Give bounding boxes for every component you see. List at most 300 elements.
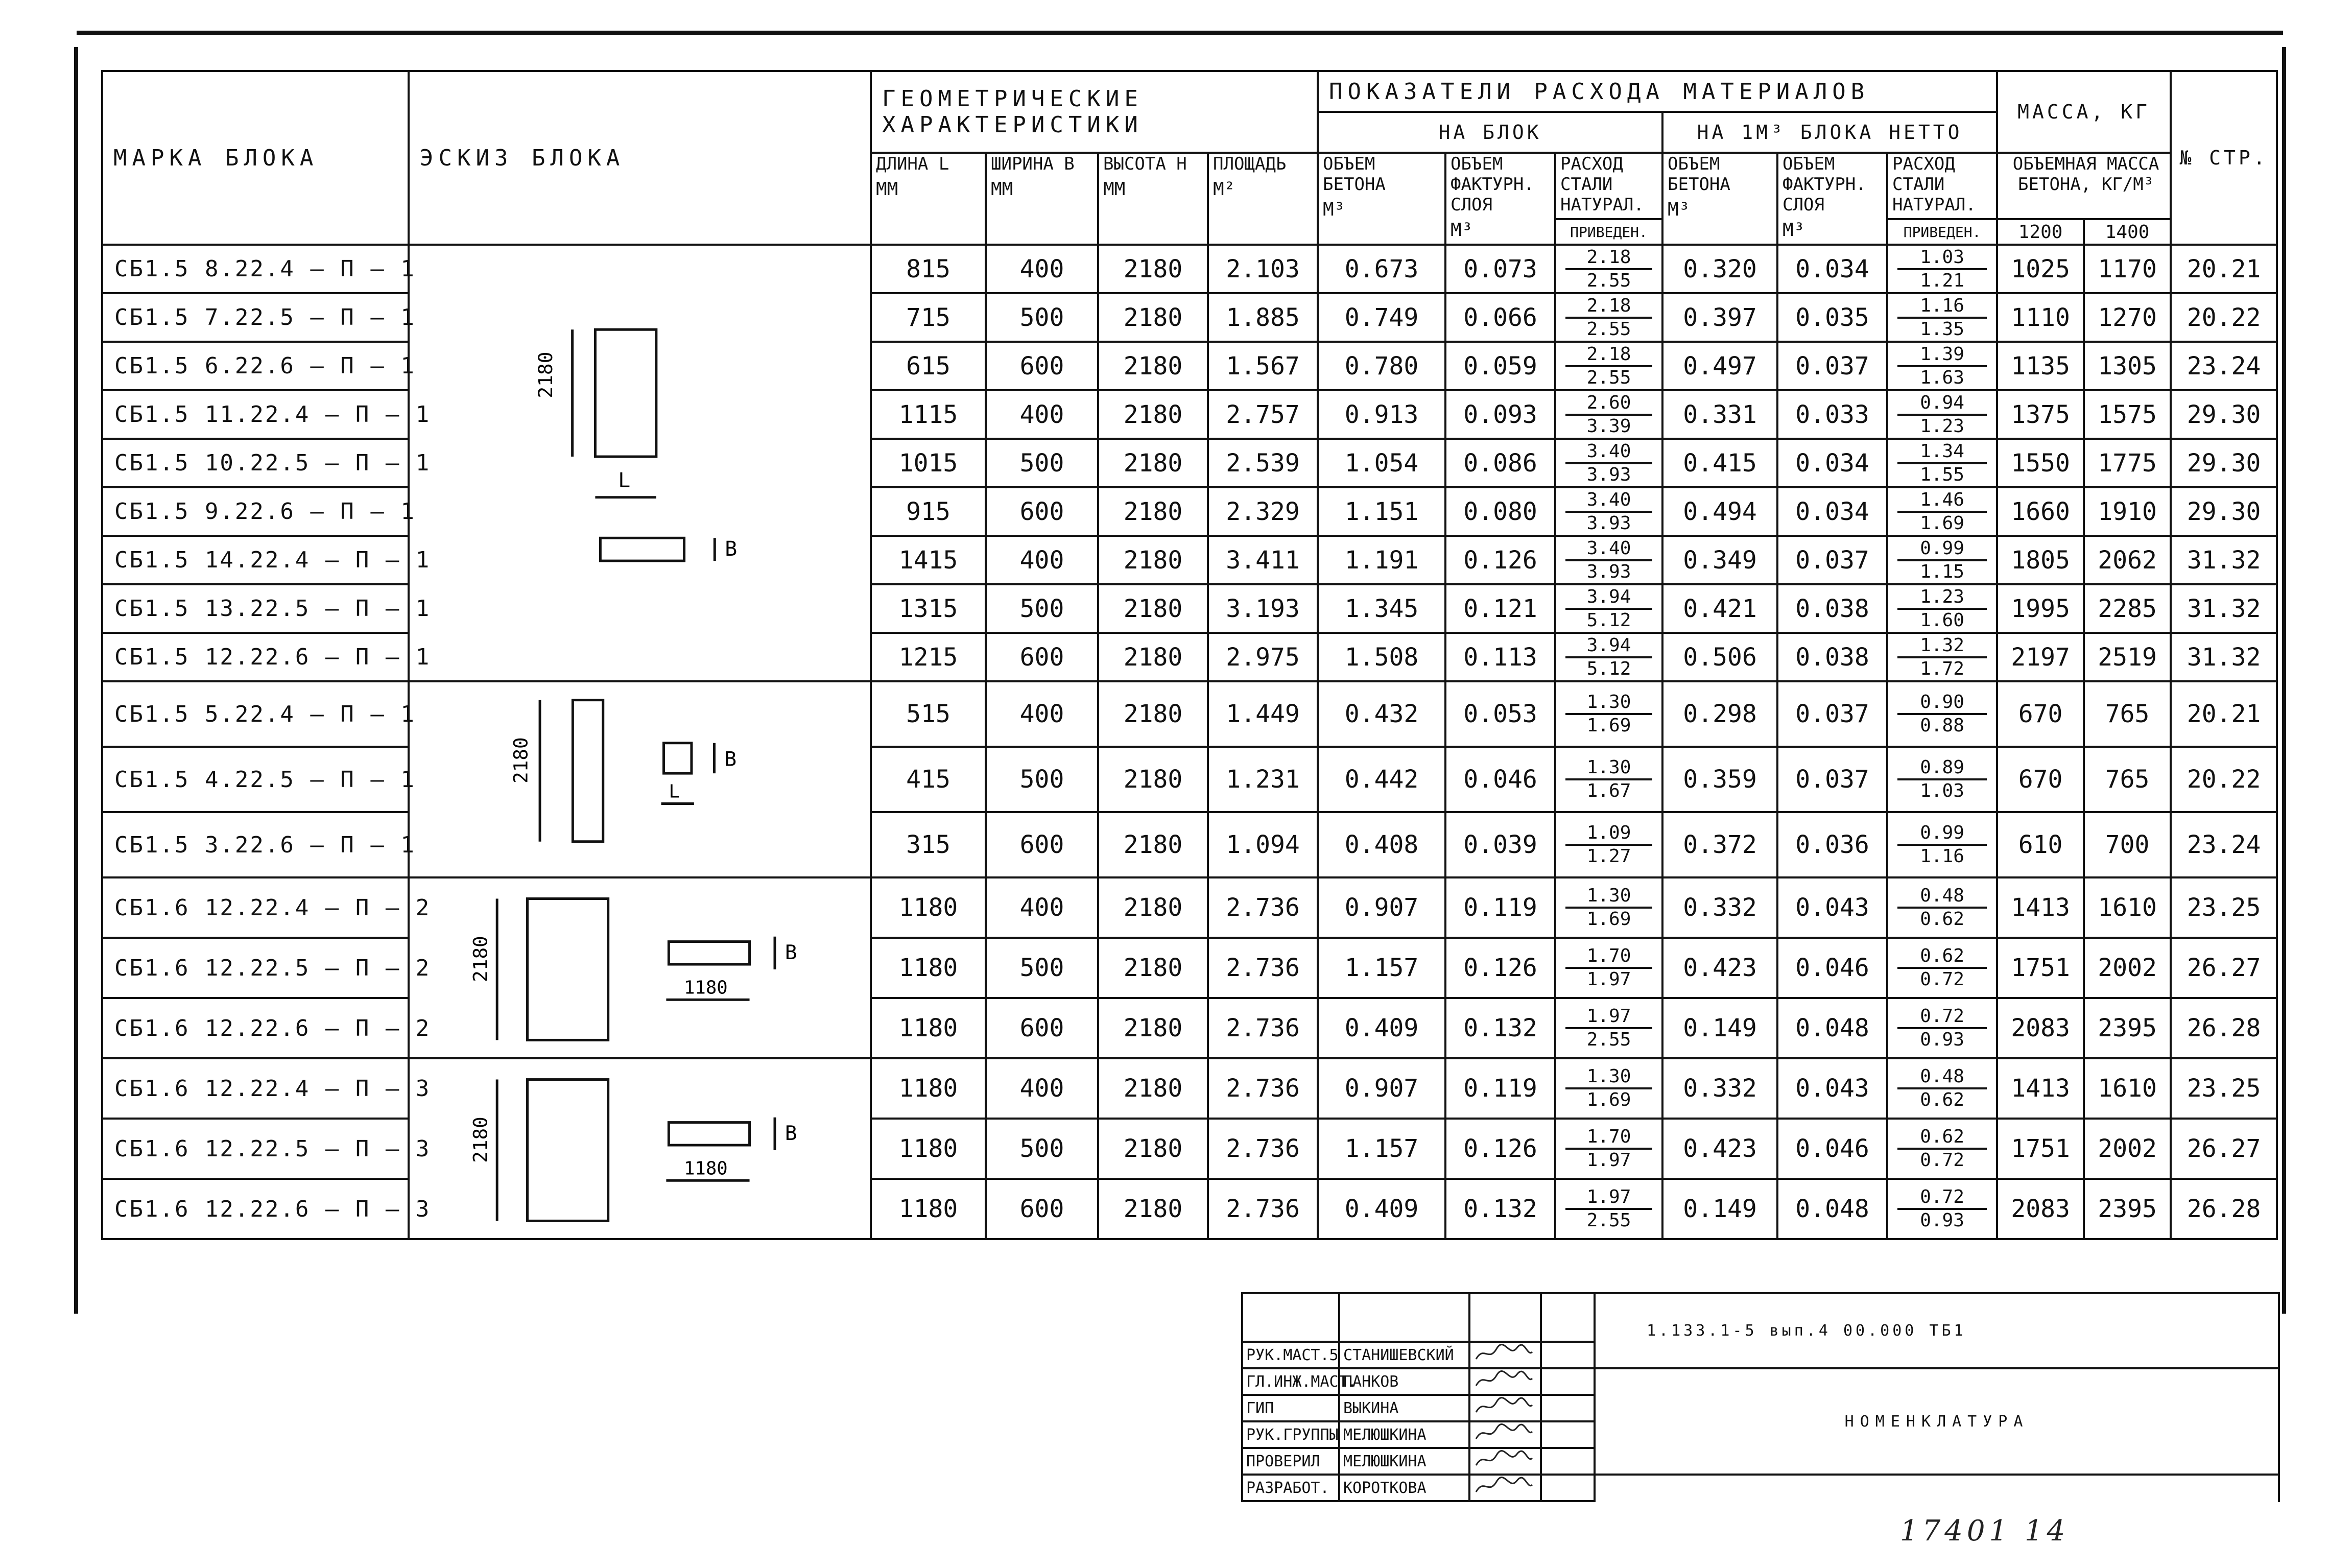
- steel-reduced: 5.12: [1586, 609, 1631, 631]
- steel-m3-reduced: 1.72: [1920, 658, 1964, 679]
- steel-consumption-m3: [1887, 633, 1997, 681]
- cell-vf: 0.132: [1445, 1179, 1555, 1239]
- cell-vf2: 0.034: [1777, 439, 1887, 487]
- cell-h: 2180: [1098, 439, 1208, 487]
- cell-l: 615: [871, 342, 986, 390]
- cell-m2: 1270: [2084, 293, 2171, 342]
- steel-m3-natural: 0.62: [1897, 1126, 1987, 1150]
- cell-vf: 0.126: [1445, 1119, 1555, 1179]
- block-mark: СБ1.5 7.22.5 – П – 1: [102, 293, 409, 342]
- sketch-drawing: [410, 682, 870, 876]
- stamp-date: [1541, 1421, 1595, 1448]
- steel-consumption: [1555, 1058, 1662, 1119]
- steel-m3-header: РАСХОД СТАЛИ НАТУРАЛ.: [1887, 153, 1997, 219]
- cell-vf: 0.119: [1445, 1058, 1555, 1119]
- height-dim-label: 2180: [469, 936, 492, 982]
- stamp-empty-d: [1541, 1293, 1595, 1342]
- cell-vc: 0.780: [1318, 342, 1445, 390]
- cell-m1: 1995: [1997, 584, 2084, 633]
- block-mark: СБ1.5 3.22.6 – П – 1: [102, 812, 409, 877]
- cell-m1: 2083: [1997, 998, 2084, 1058]
- height-dim-label: 2180: [534, 351, 557, 398]
- cell-m1: 1660: [1997, 487, 2084, 536]
- cell-area: 2.736: [1208, 938, 1318, 998]
- steel-m3-natural: 1.39: [1897, 344, 1987, 367]
- cell-b: 600: [986, 633, 1098, 681]
- length-dim-label: L: [618, 468, 631, 492]
- cell-m2: 1910: [2084, 487, 2171, 536]
- cell-vc2: 0.320: [1662, 245, 1777, 293]
- cell-vf: 0.126: [1445, 938, 1555, 998]
- cell-vf: 0.066: [1445, 293, 1555, 342]
- cell-vc2: 0.497: [1662, 342, 1777, 390]
- steel-natural: 2.60: [1565, 392, 1652, 416]
- document-code: 1.133.1-5 вып.4 00.000 ТБ1: [1595, 1293, 2279, 1368]
- block-mark: СБ1.5 4.22.5 – П – 1: [102, 747, 409, 812]
- cell-vf2: 0.043: [1777, 1058, 1887, 1119]
- stamp-role: ПРОВЕРИЛ: [1242, 1448, 1339, 1475]
- cell-b: 500: [986, 747, 1098, 812]
- signature-mark: [1474, 1476, 1535, 1496]
- block-mark: СБ1.6 12.22.4 – П – 3: [102, 1058, 409, 1119]
- cell-m1: 610: [1997, 812, 2084, 877]
- steel-reduced: 1.97: [1586, 969, 1631, 990]
- cell-vc2: 0.415: [1662, 439, 1777, 487]
- cell-area: 1.449: [1208, 681, 1318, 747]
- cell-vc2: 0.423: [1662, 938, 1777, 998]
- cell-vf2: 0.037: [1777, 536, 1887, 584]
- cell-vc: 1.508: [1318, 633, 1445, 681]
- steel-m3-reduced: 1.23: [1920, 415, 1964, 437]
- steel-m3-natural: 1.23: [1897, 586, 1987, 610]
- steel-m3-natural: 0.89: [1897, 757, 1987, 780]
- cell-pg: 26.28: [2171, 998, 2277, 1058]
- cell-h: 2180: [1098, 487, 1208, 536]
- cell-m2: 2285: [2084, 584, 2171, 633]
- cell-area: 2.329: [1208, 487, 1318, 536]
- steel-consumption-m3: [1887, 342, 1997, 390]
- steel-reduced: 2.55: [1586, 318, 1631, 340]
- steel-consumption: [1555, 998, 1662, 1058]
- cell-vc2: 0.149: [1662, 998, 1777, 1058]
- cell-b: 400: [986, 1058, 1098, 1119]
- cell-vf2: 0.043: [1777, 877, 1887, 938]
- cell-b: 600: [986, 487, 1098, 536]
- title-block: [1241, 1292, 2280, 1502]
- stamp-role: ГИП: [1242, 1395, 1339, 1421]
- steel-consumption: [1555, 938, 1662, 998]
- steel-reduced: 2.55: [1586, 270, 1631, 291]
- steel-reduced: 2.55: [1586, 1029, 1631, 1050]
- cell-pg: 23.24: [2171, 812, 2277, 877]
- steel-m3-reduced: 0.72: [1920, 969, 1964, 990]
- cell-vf2: 0.048: [1777, 998, 1887, 1058]
- area-header: ПЛОЩАДЬ М²: [1208, 153, 1318, 245]
- cell-m1: 1110: [1997, 293, 2084, 342]
- length-dim-label: 1180: [684, 977, 728, 999]
- steel-consumption-m3: [1887, 245, 1997, 293]
- cell-m1: 2197: [1997, 633, 2084, 681]
- stamp-empty-a: [1242, 1293, 1339, 1342]
- steel-m3-natural: 0.62: [1897, 945, 1987, 969]
- cell-b: 500: [986, 938, 1098, 998]
- cell-b: 500: [986, 439, 1098, 487]
- cell-area: 2.736: [1208, 1179, 1318, 1239]
- cell-pg: 20.22: [2171, 747, 2277, 812]
- cell-vf2: 0.034: [1777, 245, 1887, 293]
- steel-consumption-m3: [1887, 293, 1997, 342]
- cell-pg: 20.21: [2171, 681, 2277, 747]
- steel-consumption: [1555, 342, 1662, 390]
- stamp-name: ПАНКОВ: [1339, 1368, 1469, 1395]
- steel-m3-reduced: 0.72: [1920, 1150, 1964, 1171]
- steel-m3-reduced: 0.62: [1920, 1089, 1964, 1110]
- cell-m1: 2083: [1997, 1179, 2084, 1239]
- steel-natural: 1.30: [1565, 692, 1652, 715]
- steel-consumption: [1555, 245, 1662, 293]
- cell-vc: 0.432: [1318, 681, 1445, 747]
- steel-m3-reduced: 1.16: [1920, 846, 1964, 867]
- steel-consumption-m3: [1887, 938, 1997, 998]
- cell-b: 400: [986, 536, 1098, 584]
- steel-natural: 3.40: [1565, 489, 1652, 513]
- cell-vf: 0.093: [1445, 390, 1555, 439]
- cell-vf2: 0.033: [1777, 390, 1887, 439]
- signature: [1469, 1342, 1541, 1368]
- sketch-drawing: [410, 246, 870, 680]
- steel-consumption-m3: [1887, 877, 1997, 938]
- cell-l: 1180: [871, 938, 986, 998]
- steel-m3-natural: 1.03: [1897, 247, 1987, 270]
- cell-vf: 0.132: [1445, 998, 1555, 1058]
- steel-m3-natural: 1.16: [1897, 295, 1987, 319]
- steel-consumption-m3: [1887, 439, 1997, 487]
- cell-l: 1180: [871, 998, 986, 1058]
- block-sketch: [409, 681, 871, 877]
- cell-vc: 0.749: [1318, 293, 1445, 342]
- col-sketch-header: ЭСКИЗ БЛОКА: [409, 71, 871, 245]
- cell-pg: 26.28: [2171, 1179, 2277, 1239]
- steel-reduced: 2.55: [1586, 367, 1631, 388]
- block-mark: СБ1.5 10.22.5 – П – 1: [102, 439, 409, 487]
- cell-pg: 29.30: [2171, 390, 2277, 439]
- steel-m3-natural: 1.32: [1897, 635, 1987, 658]
- cell-area: 1.885: [1208, 293, 1318, 342]
- block-mark: СБ1.6 12.22.4 – П – 2: [102, 877, 409, 938]
- block-elevation: [595, 329, 656, 457]
- steel-m3-reduced: 1.69: [1920, 512, 1964, 534]
- block-mark: СБ1.5 9.22.6 – П – 1: [102, 487, 409, 536]
- nomenclature-table: [101, 70, 2278, 1240]
- stamp-name: МЕЛЮШКИНА: [1339, 1421, 1469, 1448]
- sketch-drawing: [410, 878, 870, 1057]
- cell-b: 400: [986, 245, 1098, 293]
- cell-b: 400: [986, 390, 1098, 439]
- table-row: [102, 681, 2277, 747]
- cell-l: 1115: [871, 390, 986, 439]
- cell-vf: 0.039: [1445, 812, 1555, 877]
- cell-h: 2180: [1098, 1058, 1208, 1119]
- steel-reduced: 3.93: [1586, 464, 1631, 485]
- cell-vc2: 0.298: [1662, 681, 1777, 747]
- height-header: ВЫСОТА Н ММ: [1098, 153, 1208, 245]
- cell-vf: 0.046: [1445, 747, 1555, 812]
- cell-vf2: 0.035: [1777, 293, 1887, 342]
- length-header: ДЛИНА L ММ: [871, 153, 986, 245]
- cell-vc: 1.157: [1318, 1119, 1445, 1179]
- steel-natural: 1.30: [1565, 1066, 1652, 1089]
- width-dim-label: B: [724, 747, 737, 771]
- steel-consumption-m3: [1887, 584, 1997, 633]
- cell-m2: 1305: [2084, 342, 2171, 390]
- density-1400-header: 1400: [2084, 219, 2171, 245]
- steel-consumption-m3: [1887, 747, 1997, 812]
- cell-vc2: 0.397: [1662, 293, 1777, 342]
- signature-mark: [1474, 1422, 1535, 1443]
- block-elevation: [528, 1080, 608, 1221]
- steel-natural: 3.94: [1565, 635, 1652, 658]
- cell-vf: 0.119: [1445, 877, 1555, 938]
- steel-m3-reduced: 1.60: [1920, 609, 1964, 631]
- cell-m2: 2519: [2084, 633, 2171, 681]
- steel-natural: 3.40: [1565, 441, 1652, 464]
- cell-b: 600: [986, 1179, 1098, 1239]
- steel-m3-natural: 1.46: [1897, 489, 1987, 513]
- steel-reduced: 3.39: [1586, 415, 1631, 437]
- block-mark: СБ1.5 5.22.4 – П – 1: [102, 681, 409, 747]
- block-sketch: [409, 877, 871, 1058]
- steel-consumption-m3: [1887, 681, 1997, 747]
- steel-consumption: [1555, 584, 1662, 633]
- cell-m2: 700: [2084, 812, 2171, 877]
- cell-vf2: 0.038: [1777, 633, 1887, 681]
- cell-vc2: 0.332: [1662, 877, 1777, 938]
- stamp-date: [1541, 1342, 1595, 1368]
- steel-m3-natural: 0.72: [1897, 1186, 1987, 1210]
- steel-reduced: 1.69: [1586, 715, 1631, 736]
- cell-m1: 1413: [1997, 1058, 2084, 1119]
- cell-m1: 1135: [1997, 342, 2084, 390]
- steel-natural: 2.18: [1565, 295, 1652, 319]
- cell-b: 500: [986, 1119, 1098, 1179]
- steel-consumption: [1555, 536, 1662, 584]
- cell-area: 2.736: [1208, 998, 1318, 1058]
- steel-reduced: 3.93: [1586, 512, 1631, 534]
- cell-h: 2180: [1098, 681, 1208, 747]
- steel-consumption: [1555, 439, 1662, 487]
- width-dim-label: B: [785, 1122, 797, 1146]
- cell-pg: 31.32: [2171, 536, 2277, 584]
- cell-pg: 29.30: [2171, 439, 2277, 487]
- cell-vf2: 0.037: [1777, 747, 1887, 812]
- block-mark: СБ1.5 14.22.4 – П – 1: [102, 536, 409, 584]
- cell-vf: 0.113: [1445, 633, 1555, 681]
- cell-h: 2180: [1098, 293, 1208, 342]
- width-header: ШИРИНА В ММ: [986, 153, 1098, 245]
- cell-vf: 0.073: [1445, 245, 1555, 293]
- signature-mark: [1474, 1343, 1535, 1363]
- steel-natural: 1.97: [1565, 1186, 1652, 1210]
- cell-vf: 0.086: [1445, 439, 1555, 487]
- cell-vc: 0.442: [1318, 747, 1445, 812]
- cell-vc: 0.913: [1318, 390, 1445, 439]
- cell-l: 1180: [871, 877, 986, 938]
- cell-m2: 765: [2084, 681, 2171, 747]
- page-no-header: № СТР.: [2171, 71, 2277, 245]
- cell-m1: 1550: [1997, 439, 2084, 487]
- cell-vc2: 0.423: [1662, 1119, 1777, 1179]
- cell-vc: 0.409: [1318, 998, 1445, 1058]
- stamp-role: РУК.МАСТ.5: [1242, 1342, 1339, 1368]
- cell-l: 1415: [871, 536, 986, 584]
- cell-b: 400: [986, 877, 1098, 938]
- signature-mark: [1474, 1396, 1535, 1416]
- cell-h: 2180: [1098, 390, 1208, 439]
- steel-m3-reduced: 1.55: [1920, 464, 1964, 485]
- steel-m3-natural: 1.34: [1897, 441, 1987, 464]
- cell-l: 415: [871, 747, 986, 812]
- cell-b: 500: [986, 584, 1098, 633]
- cell-pg: 23.25: [2171, 1058, 2277, 1119]
- cell-vc2: 0.421: [1662, 584, 1777, 633]
- cell-m2: 1775: [2084, 439, 2171, 487]
- length-dim-label: 1180: [684, 1158, 728, 1179]
- block-sketch: [409, 1058, 871, 1239]
- signature-mark: [1474, 1369, 1535, 1390]
- cell-m2: 1610: [2084, 877, 2171, 938]
- steel-reduced: 5.12: [1586, 658, 1631, 679]
- steel-consumption-m3: [1887, 1179, 1997, 1239]
- cell-m2: 1610: [2084, 1058, 2171, 1119]
- cell-vf: 0.059: [1445, 342, 1555, 390]
- sketch-drawing: [410, 1059, 870, 1238]
- cell-m1: 670: [1997, 747, 2084, 812]
- stamp-role: РАЗРАБОТ.: [1242, 1475, 1339, 1501]
- width-dim-label: B: [725, 537, 738, 561]
- cell-vc2: 0.359: [1662, 747, 1777, 812]
- cell-pg: 23.24: [2171, 342, 2277, 390]
- steel-consumption-m3: [1887, 536, 1997, 584]
- steel-consumption: [1555, 747, 1662, 812]
- cell-b: 600: [986, 812, 1098, 877]
- cell-area: 2.975: [1208, 633, 1318, 681]
- steel-consumption: [1555, 812, 1662, 877]
- steel-natural: 3.94: [1565, 586, 1652, 610]
- table-row: [102, 877, 2277, 938]
- height-dim-label: 2180: [469, 1116, 492, 1163]
- block-elevation: [573, 700, 603, 842]
- cell-vc: 0.409: [1318, 1179, 1445, 1239]
- signature: [1469, 1395, 1541, 1421]
- cell-area: 1.231: [1208, 747, 1318, 812]
- cell-l: 1315: [871, 584, 986, 633]
- steel-m3-natural: 0.99: [1897, 538, 1987, 561]
- cell-area: 2.736: [1208, 1058, 1318, 1119]
- steel-consumption: [1555, 1119, 1662, 1179]
- materials-header: ПОКАЗАТЕЛИ РАСХОДА МАТЕРИАЛОВ: [1318, 71, 1997, 112]
- cell-vc2: 0.349: [1662, 536, 1777, 584]
- cell-b: 600: [986, 342, 1098, 390]
- stamp-date: [1541, 1448, 1595, 1475]
- steel-consumption-m3: [1887, 812, 1997, 877]
- signature: [1469, 1475, 1541, 1501]
- stamp-date: [1541, 1475, 1595, 1501]
- concrete-volume-m3-header: ОБЪЕМ БЕТОНА М³: [1662, 153, 1777, 245]
- block-mark: СБ1.6 12.22.5 – П – 3: [102, 1119, 409, 1179]
- steel-m3-reduced: 1.35: [1920, 318, 1964, 340]
- cell-area: 2.539: [1208, 439, 1318, 487]
- cell-m1: 1025: [1997, 245, 2084, 293]
- cell-l: 515: [871, 681, 986, 747]
- cell-h: 2180: [1098, 1179, 1208, 1239]
- facing-volume-header: ОБЪЕМ ФАКТУРН. СЛОЯ М³: [1445, 153, 1555, 245]
- steel-m3-natural: 0.99: [1897, 822, 1987, 846]
- stamp-name: МЕЛЮШКИНА: [1339, 1448, 1469, 1475]
- block-elevation: [528, 899, 608, 1040]
- cell-area: 1.567: [1208, 342, 1318, 390]
- cell-vf2: 0.036: [1777, 812, 1887, 877]
- cell-pg: 26.27: [2171, 1119, 2277, 1179]
- cell-vf2: 0.034: [1777, 487, 1887, 536]
- cell-l: 715: [871, 293, 986, 342]
- stamp-name: ВЫКИНА: [1339, 1395, 1469, 1421]
- cell-h: 2180: [1098, 342, 1208, 390]
- stamp-name: СТАНИШЕВСКИЙ: [1339, 1342, 1469, 1368]
- cell-m2: 2002: [2084, 1119, 2171, 1179]
- block-plan: [600, 538, 684, 561]
- steel-consumption: [1555, 293, 1662, 342]
- steel-m3-natural: 0.72: [1897, 1006, 1987, 1029]
- steel-natural: 1.70: [1565, 1126, 1652, 1150]
- cell-m2: 2395: [2084, 1179, 2171, 1239]
- cell-vf2: 0.038: [1777, 584, 1887, 633]
- block-mark: СБ1.5 13.22.5 – П – 1: [102, 584, 409, 633]
- cell-area: 2.757: [1208, 390, 1318, 439]
- cell-m1: 1413: [1997, 877, 2084, 938]
- cell-area: 3.411: [1208, 536, 1318, 584]
- steel-consumption: [1555, 1179, 1662, 1239]
- cell-h: 2180: [1098, 747, 1208, 812]
- steel-reduced: 1.27: [1586, 846, 1631, 867]
- steel-consumption-m3: [1887, 1058, 1997, 1119]
- steel-consumption: [1555, 390, 1662, 439]
- steel-consumption-m3: [1887, 998, 1997, 1058]
- signature: [1469, 1368, 1541, 1395]
- cell-l: 1180: [871, 1179, 986, 1239]
- block-plan: [664, 743, 692, 773]
- cell-pg: 20.22: [2171, 293, 2277, 342]
- cell-area: 3.193: [1208, 584, 1318, 633]
- cell-h: 2180: [1098, 633, 1208, 681]
- cell-vc: 0.907: [1318, 1058, 1445, 1119]
- cell-h: 2180: [1098, 938, 1208, 998]
- cell-m1: 1375: [1997, 390, 2084, 439]
- steel-header: РАСХОД СТАЛИ НАТУРАЛ.: [1555, 153, 1662, 219]
- block-plan: [669, 1123, 749, 1145]
- steel-natural: 1.70: [1565, 945, 1652, 969]
- density-header: ОБЪЕМНАЯ МАССА БЕТОНА, КГ/М³: [1997, 153, 2171, 219]
- cell-l: 915: [871, 487, 986, 536]
- block-mark: СБ1.6 12.22.5 – П – 2: [102, 938, 409, 998]
- block-mark: СБ1.6 12.22.6 – П – 2: [102, 998, 409, 1058]
- width-dim-label: B: [785, 941, 797, 965]
- cell-vc2: 0.494: [1662, 487, 1777, 536]
- cell-h: 2180: [1098, 584, 1208, 633]
- steel-m3-reduced: 0.93: [1920, 1029, 1964, 1050]
- steel-m3-reduced: 1.03: [1920, 780, 1964, 801]
- cell-vc2: 0.372: [1662, 812, 1777, 877]
- cell-m2: 2062: [2084, 536, 2171, 584]
